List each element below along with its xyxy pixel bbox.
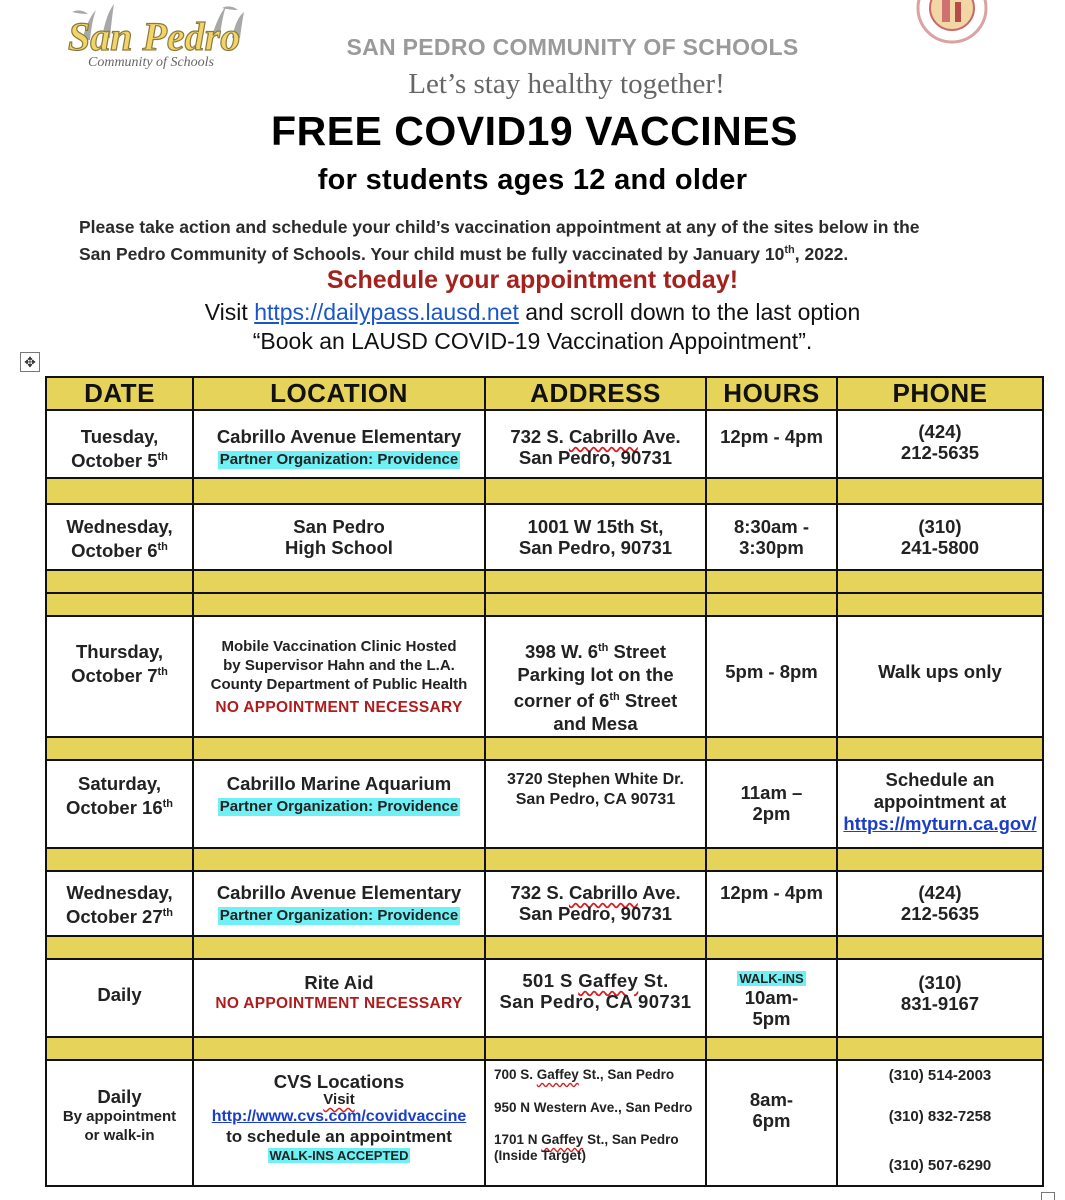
intro-paragraph	[79, 216, 1039, 266]
spacer-row	[46, 737, 1043, 760]
table-row	[46, 1060, 1043, 1186]
hours-cell: 8am- 6pm	[706, 1060, 837, 1186]
table-row	[46, 504, 1043, 570]
hours-cell: 12pm - 4pm	[706, 410, 837, 478]
resize-handle[interactable]	[1041, 1192, 1055, 1200]
visit-instructions: Visit https://dailypass.lausd.net and scroll down to the last option “Book an LAUSD COVID-19 Vaccination Appointment”.	[204, 299, 861, 354]
location-cell: Cabrillo Avenue Elementary Partner Organization: Providence	[193, 871, 485, 936]
phone-cell: Walk ups only	[837, 616, 1043, 737]
walk-ins-badge: WALK-INS	[739, 971, 804, 986]
table-row	[46, 959, 1043, 1037]
header-date: DATE	[46, 377, 193, 410]
header-phone: PHONE	[837, 377, 1043, 410]
address-cell: 732 S. Cabrillo Ave. San Pedro, 90731	[485, 410, 706, 478]
header-address: ADDRESS	[485, 377, 706, 410]
hours-cell: 12pm - 4pm	[706, 871, 837, 936]
spacer-row	[46, 936, 1043, 959]
phone-cell: (310) 831-9167	[837, 959, 1043, 1037]
phone-cell: (424) 212-5635	[837, 871, 1043, 936]
date-cell: Daily By appointment or walk-in	[46, 1060, 193, 1186]
address-cell: 732 S. Cabrillo Ave. San Pedro, 90731	[485, 871, 706, 936]
intro-line-2: San Pedro Community of Schools. Your child must be fully vaccinated by January 10th, 2022.	[79, 243, 849, 264]
tagline: Let’s stay healthy together!	[408, 68, 725, 100]
address-cell: 398 W. 6th Street Parking lot on the corner of 6th Street and Mesa	[485, 616, 706, 737]
date-cell: Saturday, October 16th	[46, 760, 193, 848]
table-row	[46, 410, 1043, 478]
location-cell: Cabrillo Marine Aquarium Partner Organization: Providence	[193, 760, 485, 848]
date-cell: Wednesday, October 27th	[46, 871, 193, 936]
location-cell: CVS Locations Visit http://www.cvs.com/covidvaccine to schedule an appointment WALK-INS ACCEPTED	[193, 1060, 485, 1186]
hours-cell: 11am – 2pm	[706, 760, 837, 848]
spacer-row	[46, 848, 1043, 871]
table-row	[46, 760, 1043, 848]
partner-badge: Partner Organization: Providence	[219, 451, 459, 468]
table-row	[46, 616, 1043, 737]
header-hours: HOURS	[706, 377, 837, 410]
location-cell: Mobile Vaccination Clinic Hosted by Supervisor Hahn and the L.A. County Department of Public Health NO APPOINTMENT NECESSARY	[193, 616, 485, 737]
address-cell: 501 S Gaffey St. San Pedro, CA 90731	[485, 959, 706, 1037]
spacer-row	[46, 1037, 1043, 1060]
spacer-row	[46, 478, 1043, 504]
spacer-row	[46, 593, 1043, 616]
walk-ins-accepted-badge: WALK-INS ACCEPTED	[269, 1148, 409, 1163]
cta-heading: Schedule your appointment today!	[326, 266, 739, 294]
headline: FREE COVID19 VACCINES	[271, 108, 798, 154]
myturn-link[interactable]: https://myturn.ca.gov/	[843, 813, 1037, 834]
date-cell: Tuesday, October 5th	[46, 410, 193, 478]
header-location: LOCATION	[193, 377, 485, 410]
address-cell: 3720 Stephen White Dr. San Pedro, CA 90731	[485, 760, 706, 848]
no-appointment-note: NO APPOINTMENT NECESSARY	[215, 995, 463, 1012]
cvs-link[interactable]: http://www.cvs.com/covidvaccine	[211, 1108, 467, 1125]
phone-cell: Schedule an appointment at https://myturn.ca.gov/	[837, 760, 1043, 848]
date-cell: Thursday, October 7th	[46, 616, 193, 737]
no-appointment-note: NO APPOINTMENT NECESSARY	[215, 699, 463, 716]
table-row	[46, 871, 1043, 936]
location-cell: Cabrillo Avenue Elementary Partner Organization: Providence	[193, 410, 485, 478]
hours-cell: WALK-INS 10am- 5pm	[706, 959, 837, 1037]
location-cell: San Pedro High School	[193, 504, 485, 570]
spacer-row	[46, 570, 1043, 593]
org-title: SAN PEDRO COMMUNITY OF SCHOOLS	[346, 34, 799, 60]
address-cell: 1001 W 15th St, San Pedro, 90731	[485, 504, 706, 570]
address-cell: 700 S. Gaffey St., San Pedro 950 N Western Ave., San Pedro 1701 N Gaffey St., San Pedro (Inside Target)	[485, 1060, 706, 1186]
phone-cell: (310) 241-5800	[837, 504, 1043, 570]
subheadline: for students ages 12 and older	[317, 164, 748, 196]
partner-badge: Partner Organization: Providence	[219, 798, 459, 815]
table-header-row	[46, 377, 1043, 410]
hours-cell: 5pm - 8pm	[706, 616, 837, 737]
partner-badge: Partner Organization: Providence	[219, 907, 459, 924]
phone-cell: (424) 212-5635	[837, 410, 1043, 478]
vaccine-schedule-table	[45, 376, 1044, 1187]
dailypass-link[interactable]: https://dailypass.lausd.net	[254, 299, 519, 325]
table-move-handle-icon[interactable]: ✥	[20, 352, 40, 372]
phone-cell: (310) 514-2003 (310) 832-7258 (310) 507-6290	[837, 1060, 1043, 1186]
location-cell: Rite Aid NO APPOINTMENT NECESSARY	[193, 959, 485, 1037]
date-cell: Daily	[46, 959, 193, 1037]
hours-cell: 8:30am - 3:30pm	[706, 504, 837, 570]
svg-text:Community of Schools: Community of Schools	[88, 55, 214, 70]
date-cell: Wednesday, October 6th	[46, 504, 193, 570]
svg-text:San Pedro: San Pedro	[68, 14, 241, 59]
intro-line-1: Please take action and schedule your child’s vaccination appointment at any of the sites below in the	[79, 217, 920, 237]
